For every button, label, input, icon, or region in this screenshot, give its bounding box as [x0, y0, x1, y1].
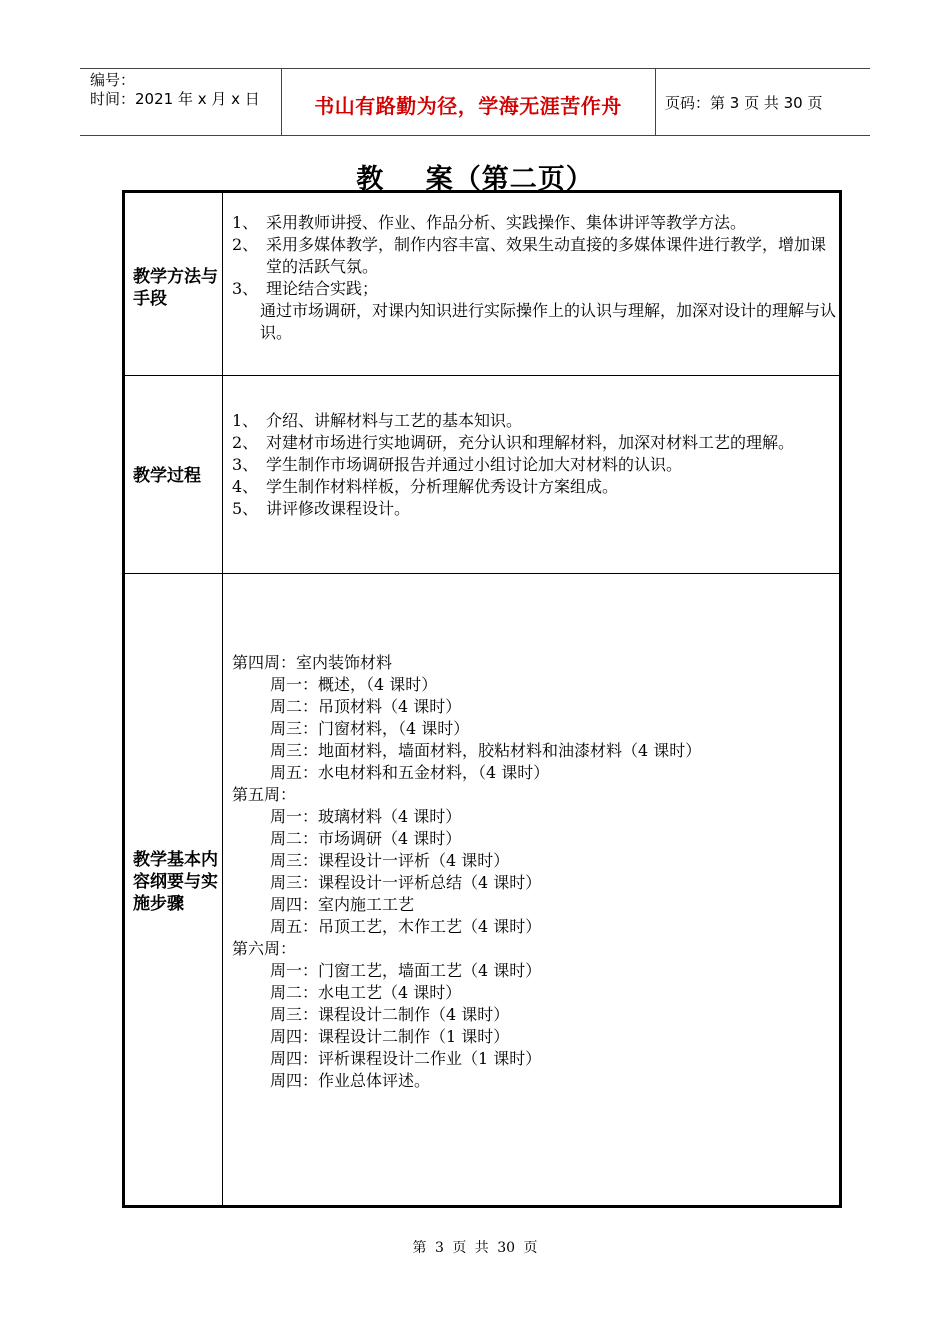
footer-di: 第	[412, 1240, 427, 1256]
list-text: 采用多媒体教学，制作内容丰富、效果生动直接的多媒体课件进行教学，增加课堂的活跃气氛。	[266, 235, 827, 276]
schedule-item: 周二：水电工艺（4 课时）	[270, 983, 462, 1002]
header-page-info: 页码：第 3 页 共 30 页	[665, 94, 823, 112]
footer-total-pages: 30	[497, 1240, 516, 1256]
schedule-item: 周四：评析课程设计二作业（1 课时）	[270, 1049, 542, 1068]
schedule-item: 周三：门窗材料，（4 课时）	[270, 719, 470, 738]
list-number: 2、	[232, 235, 259, 254]
schedule-item: 周五：水电材料和五金材料，（4 课时）	[270, 763, 550, 782]
schedule-item: 周四：作业总体评述。	[270, 1071, 431, 1090]
schedule-item: 周三：课程设计一评析（4 课时）	[270, 851, 510, 870]
outline-content	[232, 652, 838, 1092]
page-title: 教 案（第二页）	[356, 164, 594, 195]
list-item	[232, 498, 838, 520]
list-item	[232, 432, 838, 454]
footer-ye: 页	[523, 1240, 538, 1256]
schedule-item: 周三：课程设计二制作（4 课时）	[270, 1005, 510, 1024]
table-row-divider-1	[122, 375, 842, 376]
document-number-label: 编号：	[90, 71, 136, 89]
list-text: 学生制作市场调研报告并通过小组讨论加大对材料的认识。	[266, 455, 683, 474]
list-text: 理论结合实践；	[266, 279, 379, 298]
list-number: 2、	[232, 433, 259, 452]
list-number: 1、	[232, 213, 259, 232]
list-text: 采用教师讲授、作业、作品分析、实践操作、集体讲评等教学方法。	[266, 213, 747, 232]
schedule-item: 周二：吊顶材料（4 课时）	[270, 697, 462, 716]
methods-paragraph	[232, 300, 838, 344]
list-number: 3、	[232, 455, 259, 474]
document-date: 时间：2021 年 x 月 x 日	[90, 90, 260, 108]
paragraph-text: 通过市场调研，对课内知识进行实际操作上的认识与理解，加深对设计的理解与认识。	[260, 301, 837, 342]
schedule-item: 周二：市场调研（4 课时）	[270, 829, 462, 848]
header-motto: 书山有路勤为径，学海无涯苦作舟	[314, 94, 622, 118]
list-item	[232, 212, 838, 234]
footer-gong: 共	[474, 1240, 489, 1256]
table-row-divider-2	[122, 573, 842, 574]
schedule-item: 周四：室内施工工艺	[270, 895, 415, 914]
list-text: 对建材市场进行实地调研，充分认识和理解材料，加深对材料工艺的理解。	[266, 433, 795, 452]
schedule-item: 周一：玻璃材料（4 课时）	[270, 807, 462, 826]
week5-title: 第五周：	[232, 785, 297, 804]
list-item	[232, 278, 838, 300]
header-top-rule	[80, 68, 870, 69]
header-meta	[90, 71, 260, 109]
process-row-label: 教学过程	[133, 466, 201, 486]
footer-ye: 页	[452, 1240, 467, 1256]
schedule-item: 周一：门窗工艺，墙面工艺（4 课时）	[270, 961, 542, 980]
page-footer	[0, 1237, 950, 1257]
header-bottom-rule	[80, 135, 870, 136]
schedule-item: 周三：地面材料，墙面材料，胶粘材料和油漆材料（4 课时）	[270, 741, 702, 760]
methods-content	[232, 212, 838, 344]
list-number: 1、	[232, 411, 259, 430]
week4-title: 第四周：室内装饰材料	[232, 653, 393, 672]
schedule-item: 周四：课程设计二制作（1 课时）	[270, 1027, 510, 1046]
list-number: 5、	[232, 499, 259, 518]
process-content	[232, 410, 838, 520]
list-item	[232, 454, 838, 476]
schedule-item: 周一：概述，（4 课时）	[270, 675, 438, 694]
list-number: 4、	[232, 477, 259, 496]
list-item	[232, 410, 838, 432]
list-item	[232, 476, 838, 498]
methods-row-label: 教学方法与手段	[133, 267, 218, 309]
list-number: 3、	[232, 279, 259, 298]
header-divider-right	[655, 69, 656, 135]
list-item	[232, 234, 838, 278]
list-text: 讲评修改课程设计。	[266, 499, 411, 518]
schedule-item: 周三：课程设计一评析总结（4 课时）	[270, 873, 542, 892]
footer-page-number: 3	[434, 1240, 444, 1256]
week6-title: 第六周：	[232, 939, 297, 958]
outline-row-label: 教学基本内容纲要与实施步骤	[133, 850, 218, 914]
table-column-divider	[222, 190, 223, 1208]
list-text: 学生制作材料样板，分析理解优秀设计方案组成。	[266, 477, 619, 496]
schedule-item: 周五：吊顶工艺，木作工艺（4 课时）	[270, 917, 542, 936]
list-text: 介绍、讲解材料与工艺的基本知识。	[266, 411, 523, 430]
